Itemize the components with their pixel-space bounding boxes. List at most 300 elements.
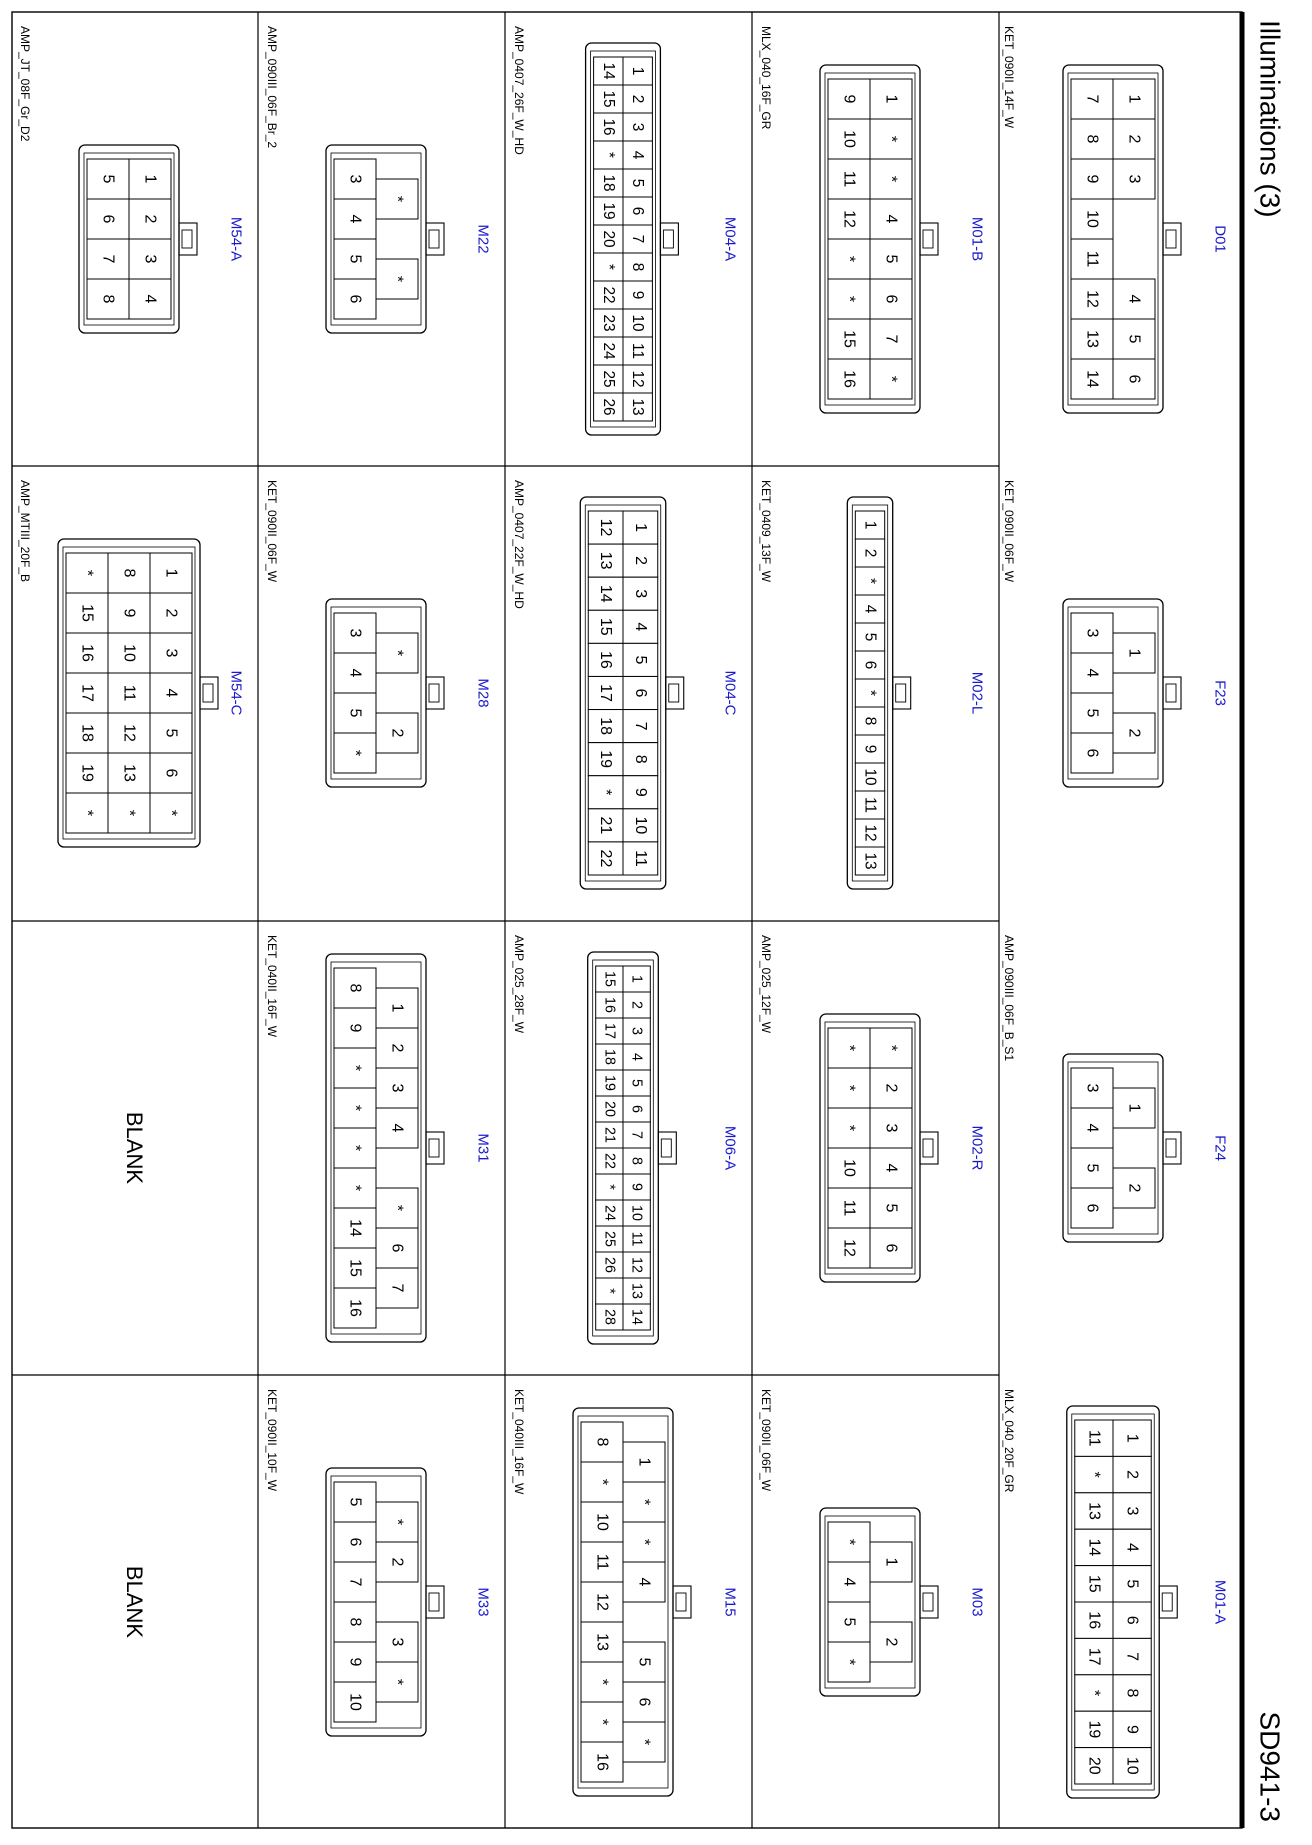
pin-label: 22: [601, 1153, 618, 1169]
connector-latch-window: [1166, 230, 1176, 248]
connector-latch-window: [1162, 1593, 1172, 1611]
pin-label: 6: [635, 1697, 653, 1707]
pin-label: 8: [628, 1157, 645, 1165]
pin-label: *: [388, 195, 406, 203]
pin-label: 10: [1123, 1756, 1141, 1775]
pin-label: *: [840, 1124, 858, 1132]
pin-label: 10: [631, 816, 649, 835]
pin-label: 9: [840, 94, 858, 104]
connector-latch-window: [1166, 684, 1176, 702]
pin-label: 13: [628, 1283, 645, 1299]
pin-label: 26: [599, 398, 617, 416]
connector-m28: [265, 480, 492, 787]
connector-code: M31: [474, 1133, 492, 1163]
pin-label: 9: [628, 1183, 645, 1191]
pin-label: 2: [1125, 728, 1143, 738]
pin-label: *: [840, 1538, 858, 1546]
pin-label: 12: [628, 1257, 645, 1273]
pin-label: 12: [629, 370, 647, 388]
pin-label: 3: [162, 648, 180, 658]
connector-m15: [512, 1389, 739, 1796]
pin-label: *: [388, 275, 406, 283]
connector-m33: [265, 1389, 492, 1736]
connector-part-number: KET_040II_16F_W: [265, 935, 279, 1038]
pin-label: 11: [120, 684, 138, 702]
connector-part-number: KET_090II_10F_W: [265, 1389, 279, 1492]
pin-label: 5: [1083, 1163, 1101, 1173]
pin-label: 15: [346, 1259, 364, 1277]
connector-latch-window: [429, 684, 439, 702]
pin-label: 15: [1085, 1574, 1103, 1593]
pin-label: 11: [840, 1199, 858, 1217]
pin-label: *: [882, 135, 900, 143]
pin-label: 6: [1083, 748, 1101, 758]
pin-label: 4: [346, 214, 364, 224]
pin-label: 17: [597, 684, 615, 702]
connector-m31: [265, 935, 492, 1342]
connector-code: M04-A: [721, 216, 739, 262]
pin-label: 10: [840, 1159, 858, 1177]
connector-m01-a: [1002, 1389, 1229, 1798]
pin-label: 5: [99, 174, 117, 184]
pin-label: 6: [388, 1243, 406, 1253]
connector-code: M01-B: [968, 216, 986, 262]
pin-label: 5: [346, 254, 364, 264]
pin-label: 15: [597, 617, 615, 636]
pin-label: 1: [1123, 1433, 1141, 1443]
pin-label: 19: [601, 1075, 618, 1091]
pin-label: *: [1085, 1471, 1103, 1478]
pin-label: 1: [388, 1003, 406, 1013]
blank-label: BLANK: [122, 1565, 147, 1639]
connector-latch-window: [896, 684, 906, 702]
pin-label: 13: [629, 398, 647, 416]
pin-label: 7: [882, 334, 900, 344]
pin-label: 16: [78, 644, 96, 662]
blank-label: BLANK: [122, 1111, 147, 1185]
pin-label: 6: [628, 1105, 645, 1113]
pin-label: 11: [840, 170, 858, 188]
pin-label: 20: [599, 230, 617, 248]
connector-m04-a: [512, 26, 739, 435]
pin-label: 18: [78, 724, 96, 742]
connector-code: M15: [721, 1587, 739, 1617]
pin-label: 7: [628, 1131, 645, 1139]
pin-label: 1: [162, 568, 180, 578]
pin-label: 5: [882, 254, 900, 264]
pin-label: *: [78, 809, 96, 817]
pin-label: 5: [1083, 708, 1101, 718]
pin-label: 4: [629, 150, 647, 160]
connector-code: F24: [1211, 1135, 1229, 1161]
pin-label: *: [840, 1044, 858, 1052]
pin-label: *: [840, 1084, 858, 1092]
pin-label: 4: [882, 214, 900, 224]
connector-m01-b: [759, 26, 986, 413]
pin-label: 2: [861, 548, 879, 558]
pin-label: 3: [629, 122, 647, 132]
pin-label: 9: [631, 787, 649, 797]
pin-label: 14: [599, 62, 617, 80]
pin-label: 1: [882, 94, 900, 104]
pin-label: 4: [628, 1053, 645, 1061]
pin-label: 3: [882, 1123, 900, 1133]
pin-label: 5: [629, 178, 647, 188]
pin-label: *: [635, 1538, 653, 1546]
pin-label: 12: [120, 724, 138, 742]
pin-label: 2: [388, 1043, 406, 1053]
pin-label: 1: [1125, 1103, 1143, 1113]
connector-code: M22: [474, 224, 492, 254]
pin-label: 4: [840, 1577, 858, 1587]
pin-label: *: [635, 1738, 653, 1746]
connector-code: M54-A: [227, 216, 245, 262]
pin-label: 6: [882, 1243, 900, 1253]
pin-label: 4: [141, 294, 159, 304]
pin-label: 4: [882, 1163, 900, 1173]
pin-label: 9: [1083, 174, 1101, 184]
pin-label: 12: [1083, 290, 1101, 308]
pin-label: 7: [388, 1283, 406, 1293]
pin-label: 6: [1125, 374, 1143, 384]
pin-label: 7: [1083, 94, 1101, 104]
pin-label: 3: [628, 1027, 645, 1035]
pin-label: 6: [1123, 1615, 1141, 1625]
connector-latch-window: [182, 230, 192, 248]
pin-label: 16: [599, 118, 617, 136]
connector-part-number: AMP_MTIII_20F_B: [18, 480, 32, 583]
connector-latch-window: [203, 684, 213, 702]
pin-label: 4: [1083, 668, 1101, 678]
pin-label: 8: [593, 1437, 611, 1447]
connector-d01: [1002, 26, 1229, 413]
connector-code: M33: [474, 1587, 492, 1617]
pin-label: 8: [99, 294, 117, 304]
pin-label: 8: [631, 754, 649, 764]
pin-label: 1: [628, 975, 645, 983]
pin-label: 4: [861, 604, 879, 614]
connector-part-number: AMP_025_12F_W: [759, 935, 773, 1034]
pin-label: 13: [861, 852, 879, 870]
pin-label: 12: [593, 1593, 611, 1611]
pin-label: 1: [635, 1457, 653, 1467]
pin-label: 10: [628, 1205, 645, 1221]
pin-label: 17: [601, 1023, 618, 1039]
pin-label: 5: [631, 655, 649, 665]
pin-label: 1: [861, 520, 879, 530]
pin-label: 12: [597, 518, 615, 537]
pin-label: *: [346, 1144, 364, 1152]
pin-label: 5: [882, 1203, 900, 1213]
pin-label: 15: [78, 604, 96, 622]
pin-label: 22: [597, 849, 615, 868]
pin-label: 1: [629, 66, 647, 76]
pin-label: *: [388, 1204, 406, 1212]
pin-label: 2: [629, 94, 647, 104]
pin-label: 16: [597, 651, 615, 669]
connector-m06-a: [512, 935, 739, 1344]
pin-label: 3: [1123, 1506, 1141, 1516]
pin-label: 6: [882, 294, 900, 304]
pin-label: 11: [629, 343, 647, 359]
pin-label: 2: [631, 556, 649, 566]
pin-label: 9: [120, 608, 138, 618]
pin-label: *: [346, 1064, 364, 1072]
pin-label: 21: [601, 1127, 618, 1143]
connector-part-number: KET_090II_06F_W: [265, 480, 279, 583]
pin-label: 8: [629, 262, 647, 272]
pin-label: *: [601, 1288, 618, 1294]
connector-m54-a: [18, 26, 245, 333]
connector-code: M02-R: [968, 1125, 986, 1171]
connector-code: M04-C: [721, 670, 739, 716]
pin-label: 1: [882, 1557, 900, 1567]
pin-label: 7: [1123, 1652, 1141, 1662]
pin-label: 4: [1083, 1123, 1101, 1133]
connector-latch-window: [1166, 1139, 1176, 1157]
connector-latch-window: [661, 1139, 671, 1157]
pin-label: 8: [346, 983, 364, 993]
pin-label: 6: [346, 294, 364, 304]
pin-label: 2: [1125, 1183, 1143, 1193]
connector-m54-c: [18, 480, 245, 847]
pin-label: 6: [861, 660, 879, 670]
pin-label: 9: [861, 744, 879, 754]
pin-label: 9: [629, 290, 647, 300]
connector-part-number: AMP_JT_08F_Gr_D2: [18, 26, 32, 142]
pin-label: 3: [388, 1637, 406, 1647]
pin-label: 1: [631, 523, 649, 532]
pin-label: *: [1085, 1689, 1103, 1697]
pin-label: 2: [1123, 1470, 1141, 1480]
pin-label: 13: [120, 764, 138, 782]
pin-label: *: [346, 1184, 364, 1192]
pin-label: 5: [162, 728, 180, 738]
pin-label: 18: [601, 1049, 618, 1065]
pin-label: 25: [601, 1231, 618, 1247]
pin-label: 8: [1083, 134, 1101, 144]
connector-m04-c: [512, 480, 739, 889]
pin-label: 4: [346, 668, 364, 678]
pin-label: 15: [601, 971, 618, 987]
pin-label: 4: [162, 688, 180, 698]
sheet-id: SD941-3: [1254, 1711, 1286, 1822]
pin-label: *: [840, 295, 858, 303]
pin-label: 5: [346, 1497, 364, 1507]
pin-label: 17: [1085, 1647, 1103, 1666]
connector-f23: [1002, 480, 1229, 787]
pin-label: 10: [1083, 210, 1101, 228]
connector-latch-window: [429, 1139, 439, 1157]
pin-label: 10: [629, 314, 647, 332]
pin-label: 2: [141, 214, 159, 224]
pin-label: 2: [388, 1557, 406, 1567]
pin-label: 7: [629, 234, 647, 244]
connector-latch-window: [676, 1593, 686, 1611]
connector-part-number: AMP_025_28F_W: [512, 935, 526, 1034]
pin-label: 20: [1085, 1756, 1103, 1775]
connector-code: M28: [474, 678, 492, 708]
pin-label: 4: [1123, 1542, 1141, 1552]
pin-label: 4: [631, 622, 649, 632]
pin-label: 5: [635, 1657, 653, 1667]
connector-code: F23: [1211, 680, 1229, 706]
pin-label: 11: [631, 850, 649, 867]
connector-part-number: KET_090II_06F_W: [1002, 480, 1016, 583]
pin-label: *: [162, 809, 180, 817]
pin-label: 10: [120, 644, 138, 662]
pin-label: 4: [388, 1123, 406, 1133]
pin-label: 4: [635, 1577, 653, 1587]
pin-label: 2: [628, 1001, 645, 1009]
pin-label: 28: [601, 1309, 618, 1325]
pin-label: 12: [840, 1239, 858, 1257]
pin-label: 12: [840, 210, 858, 228]
pin-label: 16: [346, 1299, 364, 1317]
connector-latch-window: [429, 230, 439, 248]
page-title: Illuminations (3): [1254, 20, 1286, 218]
pin-label: 3: [631, 589, 649, 599]
pin-label: 25: [599, 370, 617, 388]
pin-label: *: [861, 690, 879, 696]
pin-label: 19: [1085, 1720, 1103, 1739]
pin-label: 26: [601, 1257, 618, 1273]
pin-label: 13: [1085, 1502, 1103, 1520]
connector-part-number: KET_090II_14F_W: [1002, 26, 1016, 129]
pin-label: 8: [1123, 1688, 1141, 1698]
pin-label: 14: [346, 1219, 364, 1237]
connector-code: M01-A: [1211, 1579, 1229, 1625]
pin-label: 10: [593, 1513, 611, 1531]
pin-label: 3: [346, 174, 364, 184]
pin-label: 16: [840, 370, 858, 388]
pin-label: 8: [346, 1617, 364, 1627]
connector-code: M54-C: [227, 670, 245, 716]
pin-label: *: [882, 175, 900, 183]
pin-label: 11: [1085, 1429, 1103, 1447]
pin-label: 20: [601, 1101, 618, 1117]
pin-label: 8: [861, 716, 879, 726]
pin-label: 14: [1083, 370, 1101, 388]
pin-label: *: [388, 649, 406, 657]
pin-label: 15: [599, 90, 617, 108]
pin-label: 5: [628, 1079, 645, 1087]
pin-label: 14: [1085, 1538, 1103, 1557]
connector-part-number: AMP_090III_06F_B_S1: [1002, 935, 1016, 1062]
connector-part-number: KET_040III_16F_W: [512, 1389, 526, 1495]
pin-label: 16: [593, 1753, 611, 1771]
pin-label: *: [840, 255, 858, 263]
pin-label: 15: [840, 330, 858, 348]
pin-label: 9: [346, 1657, 364, 1667]
pin-label: 2: [882, 1637, 900, 1647]
pin-label: 2: [388, 728, 406, 738]
connector-latch-window: [923, 1593, 933, 1611]
connector-part-number: MLX_040_16F_GR: [759, 26, 773, 130]
connector-m22: [265, 26, 492, 333]
pin-label: *: [635, 1498, 653, 1506]
connector-latch-window: [923, 1139, 933, 1157]
blank-cell: [122, 1566, 147, 1638]
pin-label: *: [599, 152, 617, 158]
pin-label: 10: [861, 768, 879, 786]
pin-label: 11: [628, 1231, 645, 1247]
pin-label: 13: [593, 1633, 611, 1651]
pin-label: 6: [631, 688, 649, 698]
pin-label: 1: [1125, 94, 1143, 104]
pin-label: *: [346, 1104, 364, 1112]
pin-label: *: [599, 264, 617, 270]
connector-latch-window: [663, 230, 673, 248]
pin-label: *: [601, 1184, 618, 1190]
pin-label: 5: [840, 1617, 858, 1627]
pin-label: 8: [120, 568, 138, 578]
pin-label: 24: [601, 1205, 618, 1221]
connector-part-number: MLX_040_20F_GR: [1002, 1389, 1016, 1493]
pin-label: 24: [599, 342, 617, 360]
connector-code: D01: [1211, 225, 1229, 253]
pin-label: 10: [840, 130, 858, 148]
pin-label: 6: [346, 1537, 364, 1547]
pin-label: 11: [593, 1553, 611, 1571]
pin-label: 5: [1125, 334, 1143, 344]
pin-label: 3: [346, 628, 364, 638]
pin-label: 16: [601, 997, 618, 1013]
pin-label: *: [78, 569, 96, 577]
connector-f24: [1002, 935, 1229, 1242]
pin-label: 19: [599, 202, 617, 220]
pin-label: 6: [1083, 1203, 1101, 1213]
pin-label: 10: [346, 1693, 364, 1711]
pin-label: 14: [628, 1309, 645, 1325]
connector-code: M03: [968, 1587, 986, 1617]
pin-label: 3: [1083, 628, 1101, 638]
pin-label: 11: [861, 797, 879, 813]
pin-label: 5: [346, 708, 364, 718]
connector-part-number: AMP_0407_22F_W_HD: [512, 480, 526, 609]
blank-cell: [122, 1112, 147, 1184]
pin-label: 16: [1085, 1611, 1103, 1630]
pin-label: 3: [141, 254, 159, 264]
pin-label: *: [346, 749, 364, 757]
pin-label: *: [861, 578, 879, 584]
pin-label: 13: [1083, 330, 1101, 348]
pin-label: 7: [99, 254, 117, 264]
connector-m02-l: [759, 480, 986, 889]
pin-label: 2: [162, 608, 180, 618]
pin-label: 22: [599, 286, 617, 304]
pin-label: *: [840, 1658, 858, 1666]
pin-label: 23: [599, 314, 617, 332]
pin-label: 9: [1123, 1724, 1141, 1734]
connector-part-number: AMP_090III_06F_Br_2: [265, 26, 279, 149]
pin-label: 14: [597, 584, 615, 603]
connector-m03: [759, 1389, 986, 1696]
pin-label: 5: [1123, 1579, 1141, 1589]
pin-label: 6: [629, 206, 647, 216]
pin-label: 18: [597, 717, 615, 735]
pin-label: 7: [631, 721, 649, 731]
connector-code: M06-A: [721, 1125, 739, 1171]
pin-label: 3: [388, 1083, 406, 1093]
pin-label: 13: [597, 551, 615, 570]
pin-label: 2: [1125, 134, 1143, 144]
pin-label: 11: [1083, 250, 1101, 268]
pin-label: 1: [141, 174, 159, 184]
pin-label: *: [593, 1678, 611, 1686]
pin-label: 5: [861, 632, 879, 642]
pin-label: 18: [599, 174, 617, 192]
